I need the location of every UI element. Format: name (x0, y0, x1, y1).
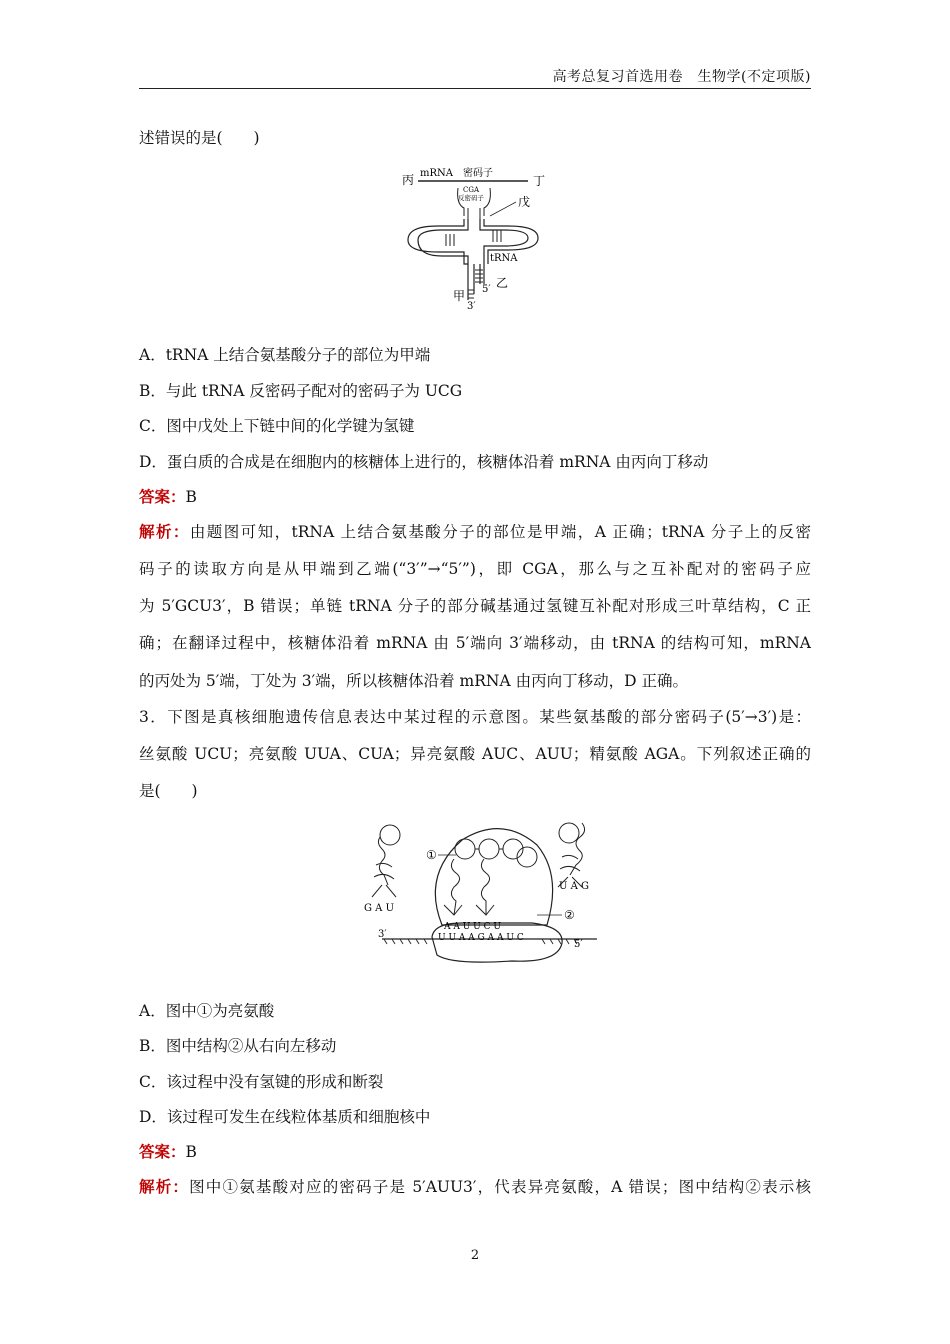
label-trna: tRNA (490, 253, 518, 264)
q3-option-b: B．图中结构②从右向左移动 (139, 1037, 337, 1055)
label-cga: CGA (463, 186, 480, 194)
q2-answer (139, 486, 811, 508)
q3-option-a: A．图中①为亮氨酸 (139, 1002, 275, 1020)
label-circle-2: ② (564, 908, 575, 922)
label-ding: 丁 (533, 174, 546, 188)
label-5prime: 5′ (482, 284, 491, 295)
analysis-text: 由题图可知，tRNA 上结合氨基酸分子的部位是甲端，A 正确；tRNA 分子上的反密 (189, 523, 811, 541)
label-mrna: mRNA (420, 168, 453, 179)
trna-right-anticodon: U A G (559, 881, 589, 892)
answer-label: 答案： (139, 1142, 186, 1161)
q2-option-b: B．与此 tRNA 反密码子配对的密码子为 UCG (139, 382, 463, 400)
q3-analysis-line-1 (139, 1176, 811, 1198)
label-bing: 丙 (402, 173, 415, 187)
analysis-label: 解析： (139, 522, 190, 541)
label-yi: 乙 (496, 276, 509, 290)
q3-option-d: D．该过程可发生在线粒体基质和细胞核中 (139, 1108, 431, 1126)
label-codon: 密码子 (463, 168, 493, 179)
q2-stem: 述错误的是( ) (139, 129, 260, 147)
mrna-sequence: U U A A G A A U C (438, 933, 524, 943)
q3-stem-line-3: 是( ) (139, 782, 198, 800)
q2-option-d: D．蛋白质的合成是在细胞内的核糖体上进行的，核糖体沿着 mRNA 由丙向丁移动 (139, 453, 709, 471)
q2-analysis-line-2: 码子的读取方向是从甲端到乙端(“3′”→“5′”)，即 CGA，那么与之互补配对的密码子应 (139, 560, 811, 578)
mrna-3prime: 3′ (378, 929, 387, 940)
analysis-label: 解析： (139, 1177, 190, 1196)
q2-analysis-line-5: 的丙处为 5′端，丁处为 3′端，所以核糖体沿着 mRNA 由丙向丁移动，D 正确。 (139, 672, 688, 690)
answer-value: B (185, 488, 197, 506)
q3-stem-line-2: 丝氨酸 UCU；亮氨酸 UUA、CUA；异亮氨酸 AUC、AUU；精氨酸 AGA。下列叙述正确的 (139, 745, 811, 763)
analysis-text: 图中①氨基酸对应的密码子是 5′AUU3′，代表异亮氨酸，A 错误；图中结构②表示核 (189, 1178, 811, 1196)
trna-figure (398, 164, 558, 310)
header-rule (139, 88, 811, 89)
q2-analysis-line-3: 为 5′GCU3′，B 错误；单链 tRNA 分子的部分碱基通过氢键互补配对形成三叶草结构，C 正 (139, 597, 811, 615)
mrna-5prime: 5′ (574, 939, 583, 950)
label-3prime: 3′ (467, 301, 476, 310)
label-circle-1: ① (426, 848, 437, 862)
header-title: 高考总复习首选用卷 生物学(不定项版) (552, 69, 811, 85)
answer-value: B (185, 1143, 197, 1161)
trna-left-anticodon: G A U (364, 903, 394, 914)
label-anticodon: 反密码子 (458, 194, 484, 202)
q3-stem-line-1: 3．下图是真核细胞遗传信息表达中某过程的示意图。某些氨基酸的部分密码子(5′→3′)是： (139, 708, 811, 726)
q3-option-c: C．该过程中没有氢键的形成和断裂 (139, 1073, 384, 1091)
q2-option-a: A．tRNA 上结合氨基酸分子的部位为甲端 (139, 346, 431, 364)
q2-analysis-line-1 (139, 521, 811, 543)
label-wu: 戊 (518, 195, 531, 209)
page-number: 2 (470, 1248, 480, 1263)
q3-answer (139, 1141, 811, 1163)
answer-label: 答案： (139, 487, 186, 506)
q2-analysis-line-4: 确；在翻译过程中，核糖体沿着 mRNA 由 5′端向 3′端移动，由 tRNA 的结构可知，mRNA (139, 634, 811, 652)
q2-option-c: C．图中戊处上下链中间的化学键为氢键 (139, 417, 415, 435)
anticodon-seq: A A U U C U (444, 922, 501, 932)
translation-figure (352, 815, 612, 970)
label-jia: 甲 (453, 289, 466, 303)
